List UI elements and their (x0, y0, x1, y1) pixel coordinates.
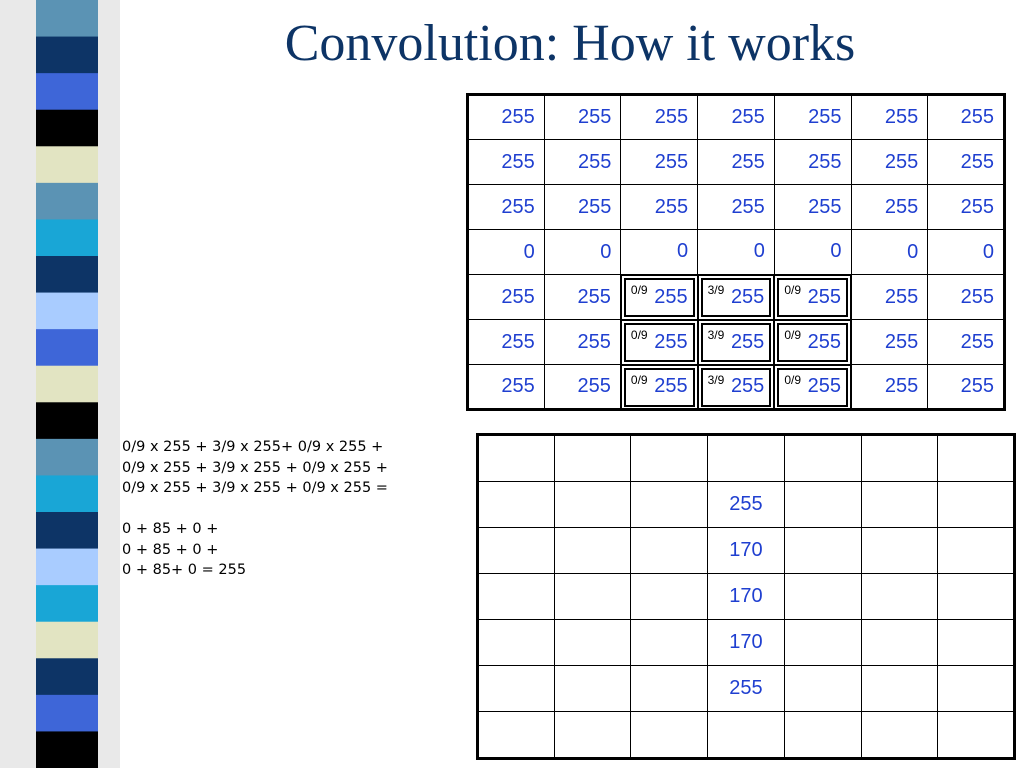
pixel-value: 255 (884, 375, 919, 397)
pixel-value: 255 (501, 330, 535, 353)
input-grid-cell (621, 230, 698, 275)
kernel-weight: 3/9 (707, 372, 725, 387)
input-grid-cell (468, 365, 545, 410)
output-grid-cell (554, 482, 631, 528)
input-grid-cell (698, 275, 775, 320)
pixel-value: 255 (577, 330, 611, 353)
pixel-value: 255 (807, 375, 842, 398)
formula-line: 0/9 x 255 + 3/9 x 255 + 0/9 x 255 = (122, 480, 388, 496)
stripe-band (36, 731, 98, 768)
pixel-value: 255 (731, 106, 765, 128)
output-grid-cell (478, 482, 555, 528)
pixel-value: 255 (654, 285, 688, 308)
stripe-band (36, 37, 98, 74)
pixel-value: 255 (960, 106, 994, 128)
pixel-value: 255 (808, 195, 842, 218)
input-grid-row (468, 275, 1005, 320)
output-grid-cell (631, 712, 708, 759)
output-grid-cell (938, 528, 1015, 574)
pixel-value: 0 (523, 240, 535, 263)
output-image-grid (476, 433, 1016, 760)
pixel-value: 255 (960, 330, 994, 353)
output-grid-cell (938, 435, 1015, 482)
stripe-band (36, 146, 98, 183)
pixel-value: 255 (808, 150, 842, 173)
input-grid-cell (774, 365, 851, 410)
slide-title: Convolution: How it works (284, 15, 856, 72)
output-grid-cell (631, 528, 708, 574)
kernel-weight: 0/9 (630, 372, 648, 387)
kernel-weight: 0/9 (784, 372, 801, 387)
input-grid-cell (928, 230, 1005, 275)
output-grid-cell (861, 712, 938, 759)
input-grid-cell (851, 95, 928, 140)
stripe-band (36, 110, 98, 147)
pixel-value: 0 (753, 240, 765, 263)
input-grid-cell (544, 320, 621, 365)
pixel-value: 255 (501, 106, 535, 128)
output-grid-row (478, 712, 1015, 759)
output-grid-cell (784, 528, 861, 574)
output-grid-cell (631, 666, 708, 712)
pixel-value: 255 (577, 285, 611, 308)
input-grid-cell (698, 185, 775, 230)
stripe-band (36, 293, 98, 330)
input-grid-cell (928, 320, 1005, 365)
input-grid-cell (928, 275, 1005, 320)
pixel-value: 255 (731, 195, 765, 218)
stripe-band (36, 658, 98, 695)
output-grid-cell: 170 (708, 620, 785, 666)
formula-line: 0 + 85 + 0 + (122, 541, 219, 558)
pixel-value: 255 (578, 150, 612, 173)
output-grid-cell (938, 620, 1015, 666)
formula-line: 0/9 x 255 + 3/9 x 255 + 0/9 x 255 + (122, 459, 388, 476)
output-grid-cell (631, 482, 708, 528)
pixel-value: 255 (654, 106, 689, 128)
kernel-weight: 0/9 (784, 282, 801, 297)
pixel-value: 255 (960, 150, 994, 173)
output-grid-cell (784, 574, 861, 620)
output-grid-row (478, 666, 1015, 712)
output-grid-cell (554, 712, 631, 759)
pixel-value: 0 (830, 240, 842, 263)
input-grid-cell (774, 95, 851, 140)
input-grid-cell (851, 140, 928, 185)
output-grid-row (478, 574, 1015, 620)
pixel-value: 255 (884, 150, 919, 173)
pixel-value: 255 (960, 375, 994, 397)
output-grid-cell (861, 528, 938, 574)
input-grid-cell (698, 140, 775, 185)
output-grid-cell (861, 666, 938, 712)
output-grid-cell: 255 (708, 482, 785, 528)
pixel-value: 255 (730, 375, 765, 398)
input-grid-cell (621, 320, 698, 365)
input-grid-cell (621, 185, 698, 230)
output-grid-cell (631, 574, 708, 620)
input-grid-cell (851, 230, 928, 275)
output-grid-cell (861, 574, 938, 620)
input-grid-cell (544, 185, 621, 230)
output-grid-cell (784, 712, 861, 759)
output-grid-row (478, 528, 1015, 574)
output-grid-cell (784, 620, 861, 666)
stripe-band (36, 73, 98, 110)
convolution-formula (122, 437, 388, 581)
pixel-value: 0 (982, 240, 994, 263)
output-grid-cell (861, 435, 938, 482)
input-grid-row (468, 185, 1005, 230)
output-grid-cell (631, 620, 708, 666)
stripe-band (36, 329, 98, 366)
stripe-band (36, 585, 98, 622)
kernel-weight: 0/9 (630, 327, 648, 342)
input-grid-cell (468, 140, 545, 185)
pixel-value: 255 (654, 150, 689, 173)
kernel-weight: 3/9 (707, 327, 725, 342)
input-grid-cell (774, 185, 851, 230)
input-grid-cell (621, 275, 698, 320)
output-grid-cell (784, 435, 861, 482)
input-grid-cell (928, 95, 1005, 140)
formula-line (122, 499, 388, 520)
input-grid-row (468, 230, 1005, 275)
input-grid-cell (468, 275, 545, 320)
pixel-value: 255 (884, 106, 919, 128)
stripe-band (36, 695, 98, 732)
output-grid-cell: 170 (708, 574, 785, 620)
output-grid-row (478, 620, 1015, 666)
output-grid-cell (478, 528, 555, 574)
output-grid-cell (938, 482, 1015, 528)
output-grid-cell (938, 712, 1015, 759)
input-grid-cell (851, 320, 928, 365)
input-grid-cell (621, 365, 698, 410)
input-grid-cell (544, 95, 621, 140)
input-grid-cell (928, 185, 1005, 230)
decorative-stripe (0, 0, 120, 768)
output-grid-cell (554, 666, 631, 712)
input-grid-cell (774, 140, 851, 185)
pixel-value: 255 (654, 330, 688, 353)
output-grid-row (478, 482, 1015, 528)
kernel-weight: 0/9 (784, 327, 801, 342)
output-grid-cell (554, 620, 631, 666)
pixel-value: 255 (578, 195, 612, 218)
input-grid-cell (698, 320, 775, 365)
pixel-value: 255 (654, 375, 688, 398)
stripe-band (36, 366, 98, 403)
pixel-value: 255 (730, 330, 765, 353)
output-grid-cell (861, 620, 938, 666)
output-grid-cell: 255 (708, 666, 785, 712)
input-grid-cell (621, 140, 698, 185)
output-grid-cell (708, 712, 785, 759)
pixel-value: 255 (730, 285, 765, 308)
pixel-value: 255 (577, 375, 611, 397)
output-grid-cell (784, 482, 861, 528)
formula-line: 0/9 x 255 + 3/9 x 255+ 0/9 x 255 + (122, 439, 384, 455)
stripe-band (36, 439, 98, 476)
pixel-value: 255 (501, 375, 535, 397)
input-grid-cell (928, 140, 1005, 185)
output-grid-cell (631, 435, 708, 482)
input-grid-cell (468, 320, 545, 365)
pixel-value: 255 (807, 330, 842, 353)
input-grid-cell (851, 185, 928, 230)
output-grid-cell (478, 666, 555, 712)
pixel-value: 255 (884, 330, 919, 353)
output-grid-cell (554, 574, 631, 620)
output-grid-cell (708, 435, 785, 482)
input-grid-row (468, 365, 1005, 410)
stripe-band (36, 183, 98, 220)
input-grid-cell (621, 95, 698, 140)
pixel-value: 0 (676, 240, 689, 263)
stripe-band (36, 512, 98, 549)
output-grid-cell (478, 574, 555, 620)
input-grid-cell (928, 365, 1005, 410)
pixel-value: 255 (884, 195, 919, 218)
stripe-band (36, 475, 98, 512)
input-grid-cell (468, 185, 545, 230)
pixel-value: 255 (731, 150, 765, 173)
pixel-value: 255 (501, 150, 535, 173)
kernel-weight: 0/9 (630, 282, 648, 297)
pixel-value: 255 (578, 106, 612, 128)
input-grid-cell (544, 275, 621, 320)
pixel-value: 255 (807, 285, 842, 308)
formula-line: 0 + 85 + 0 + (122, 521, 219, 537)
output-grid-cell (478, 620, 555, 666)
output-grid-cell (938, 666, 1015, 712)
input-grid-cell (774, 275, 851, 320)
input-grid-cell (851, 365, 928, 410)
input-grid-cell (544, 230, 621, 275)
input-grid-cell (774, 320, 851, 365)
output-grid-cell (938, 574, 1015, 620)
stripe-band (36, 549, 98, 586)
input-grid-cell (468, 95, 545, 140)
input-grid-cell (544, 365, 621, 410)
input-grid-cell (851, 275, 928, 320)
pixel-value: 255 (501, 285, 535, 308)
input-grid-row (468, 95, 1005, 140)
pixel-value: 255 (960, 195, 994, 218)
input-grid-cell (468, 230, 545, 275)
input-grid-row (468, 320, 1005, 365)
output-grid-row (478, 435, 1015, 482)
pixel-value: 255 (960, 285, 994, 308)
stripe-band (36, 622, 98, 659)
pixel-value: 255 (654, 195, 689, 218)
input-image-grid (466, 93, 1006, 411)
output-grid-cell (478, 435, 555, 482)
stripe-band (36, 402, 98, 439)
kernel-weight: 3/9 (707, 282, 725, 297)
output-grid-cell (861, 482, 938, 528)
output-grid-cell (554, 528, 631, 574)
pixel-value: 255 (808, 106, 842, 128)
input-grid-cell (698, 230, 775, 275)
input-grid-cell (698, 365, 775, 410)
input-grid-row (468, 140, 1005, 185)
output-grid-cell (478, 712, 555, 759)
stripe-band (36, 0, 98, 37)
stripe-band (36, 256, 98, 293)
input-grid-cell (698, 95, 775, 140)
pixel-value: 255 (884, 285, 919, 308)
input-grid-cell (544, 140, 621, 185)
pixel-value: 0 (600, 240, 612, 263)
stripe-band (36, 219, 98, 256)
pixel-value: 0 (907, 240, 919, 263)
output-grid-cell (554, 435, 631, 482)
output-grid-cell (784, 666, 861, 712)
pixel-value: 255 (501, 195, 535, 218)
output-grid-cell: 170 (708, 528, 785, 574)
formula-line: 0 + 85+ 0 = 255 (122, 562, 247, 578)
input-grid-cell (774, 230, 851, 275)
